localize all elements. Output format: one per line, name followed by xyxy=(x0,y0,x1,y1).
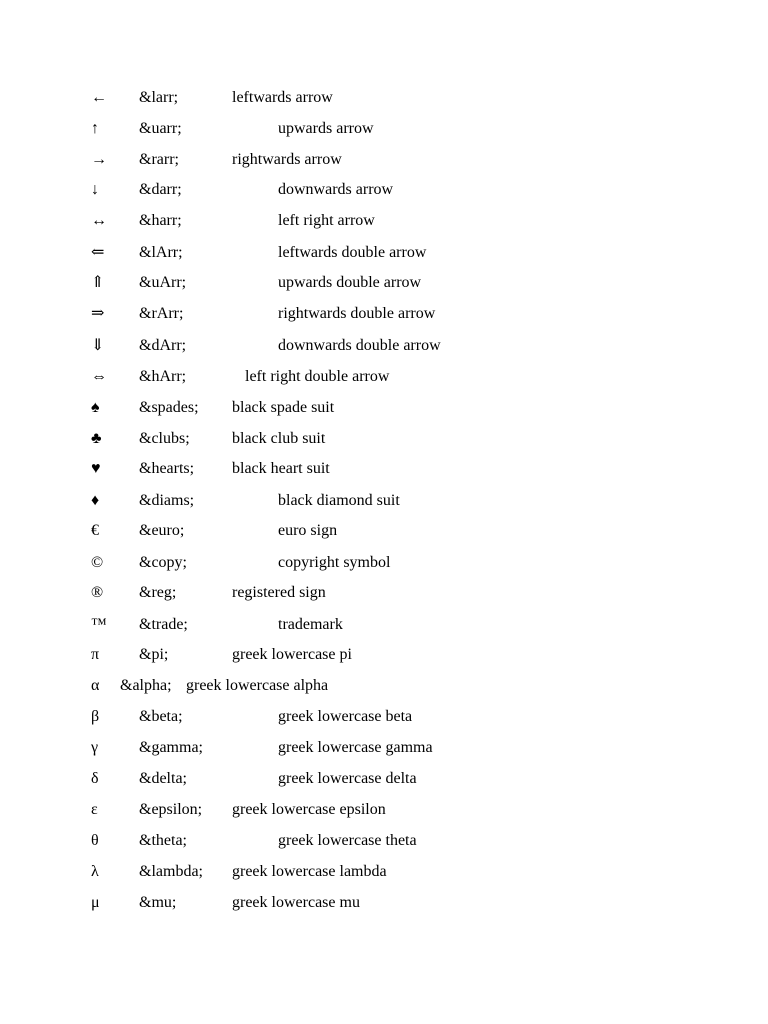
entity-row-trade xyxy=(0,613,768,637)
entity-description: black diamond suit xyxy=(278,492,400,509)
entity-code: &uarr; xyxy=(139,120,182,137)
entity-code: &lambda; xyxy=(139,863,203,880)
entity-code: &hArr; xyxy=(139,368,187,385)
entity-row-larr xyxy=(0,86,768,110)
entity-description: trademark xyxy=(278,616,343,633)
entity-description: greek lowercase alpha xyxy=(186,677,329,694)
entity-symbol: ♥ xyxy=(91,460,101,477)
entity-code: &pi; xyxy=(139,646,169,663)
entity-description: black club suit xyxy=(232,430,326,447)
entity-code: &darr; xyxy=(139,181,182,198)
entity-row-delta xyxy=(0,767,768,791)
entity-row-rarr xyxy=(0,148,768,172)
entity-symbol: ↔ xyxy=(91,212,107,229)
entity-symbol: ε xyxy=(91,801,98,818)
entity-symbol: ™ xyxy=(91,616,107,633)
entity-description: leftwards double arrow xyxy=(278,244,427,261)
entity-code: &clubs; xyxy=(139,430,190,447)
entity-row-harr-double xyxy=(0,365,768,389)
entity-code: &spades; xyxy=(139,399,199,416)
entity-description: greek lowercase delta xyxy=(278,770,417,787)
entity-description: black heart suit xyxy=(232,460,330,477)
entity-symbol: € xyxy=(91,522,99,539)
entity-code: &delta; xyxy=(139,770,187,787)
entity-code: &reg; xyxy=(139,584,177,601)
entity-description: greek lowercase lambda xyxy=(232,863,387,880)
entity-code: &larr; xyxy=(139,89,179,106)
entity-symbol: π xyxy=(91,646,100,663)
entity-row-spades xyxy=(0,396,768,420)
entity-symbol: ⇒ xyxy=(91,305,105,322)
entity-description: rightwards arrow xyxy=(232,151,342,168)
entity-symbol: © xyxy=(91,554,104,571)
entity-description: greek lowercase epsilon xyxy=(232,801,386,818)
entity-row-gamma xyxy=(0,736,768,760)
entity-description: upwards arrow xyxy=(278,120,374,137)
entity-symbol: ⇐ xyxy=(91,244,105,261)
entity-code: &euro; xyxy=(139,522,185,539)
entity-symbol: → xyxy=(91,151,107,168)
entity-symbol: β xyxy=(91,708,100,725)
entity-symbol: ♣ xyxy=(91,430,102,447)
entity-description: upwards double arrow xyxy=(278,274,422,291)
entity-row-theta xyxy=(0,829,768,853)
entity-description: copyright symbol xyxy=(278,554,391,571)
entity-row-pi xyxy=(0,643,768,667)
entity-symbol: γ xyxy=(91,739,99,756)
entity-description: registered sign xyxy=(232,584,326,601)
entity-description: downwards double arrow xyxy=(278,337,441,354)
entity-description: black spade suit xyxy=(232,399,335,416)
entity-description: euro sign xyxy=(278,522,338,539)
entity-description: greek lowercase mu xyxy=(232,894,360,911)
entity-symbol: ♦ xyxy=(91,492,100,509)
entity-description: rightwards double arrow xyxy=(278,305,436,322)
entity-code: &epsilon; xyxy=(139,801,203,818)
entity-code: &rArr; xyxy=(139,305,184,322)
entity-symbol: ® xyxy=(91,584,104,601)
entity-symbol: ⇑ xyxy=(91,274,105,291)
entity-symbol: ↓ xyxy=(91,181,99,198)
entity-description: downwards arrow xyxy=(278,181,394,198)
entity-code: &harr; xyxy=(139,212,182,229)
entity-symbol: ← xyxy=(91,89,107,106)
entity-symbol: ♠ xyxy=(91,399,100,416)
entity-code: &diams; xyxy=(139,492,195,509)
entity-row-copy xyxy=(0,551,768,575)
entity-row-clubs xyxy=(0,427,768,451)
entity-code: &trade; xyxy=(139,616,188,633)
entity-code: &alpha; xyxy=(120,677,172,694)
entity-row-diams xyxy=(0,489,768,513)
entity-row-darr-double xyxy=(0,334,768,358)
entity-row-rarr-double xyxy=(0,302,768,326)
entity-code: &gamma; xyxy=(139,739,203,756)
entity-row-hearts xyxy=(0,457,768,481)
entity-row-euro xyxy=(0,519,768,543)
entity-description: left right double arrow xyxy=(245,368,390,385)
entity-row-uarr xyxy=(0,117,768,141)
entity-row-lambda xyxy=(0,860,768,884)
entity-row-harr xyxy=(0,209,768,233)
entity-symbol: θ xyxy=(91,832,99,849)
entity-row-beta xyxy=(0,705,768,729)
entity-description: greek lowercase beta xyxy=(278,708,413,725)
entity-description: greek lowercase theta xyxy=(278,832,417,849)
entity-code: &theta; xyxy=(139,832,187,849)
entity-code: &lArr; xyxy=(139,244,183,261)
entity-code: &dArr; xyxy=(139,337,187,354)
entity-code: &rarr; xyxy=(139,151,179,168)
entity-code: &hearts; xyxy=(139,460,195,477)
entity-code: &uArr; xyxy=(139,274,187,291)
entity-symbol: α xyxy=(91,677,100,694)
entity-row-larr-double xyxy=(0,241,768,265)
entity-row-darr xyxy=(0,178,768,202)
entity-code: &mu; xyxy=(139,894,177,911)
entity-symbol: μ xyxy=(91,894,100,911)
entity-symbol: ⇔ xyxy=(91,368,107,385)
entity-row-reg xyxy=(0,581,768,605)
entity-description: leftwards arrow xyxy=(232,89,333,106)
entity-code: &copy; xyxy=(139,554,187,571)
entity-row-mu xyxy=(0,891,768,915)
entity-description: greek lowercase pi xyxy=(232,646,352,663)
entity-row-uarr-double xyxy=(0,271,768,295)
entity-symbol: λ xyxy=(91,863,99,880)
entity-row-epsilon xyxy=(0,798,768,822)
entity-symbol: ⇓ xyxy=(91,337,105,354)
entity-code: &beta; xyxy=(139,708,183,725)
entity-row-alpha xyxy=(0,674,768,698)
entity-symbol: δ xyxy=(91,770,99,787)
entity-symbol: ↑ xyxy=(91,120,99,137)
entity-description: left right arrow xyxy=(278,212,375,229)
entity-description: greek lowercase gamma xyxy=(278,739,433,756)
